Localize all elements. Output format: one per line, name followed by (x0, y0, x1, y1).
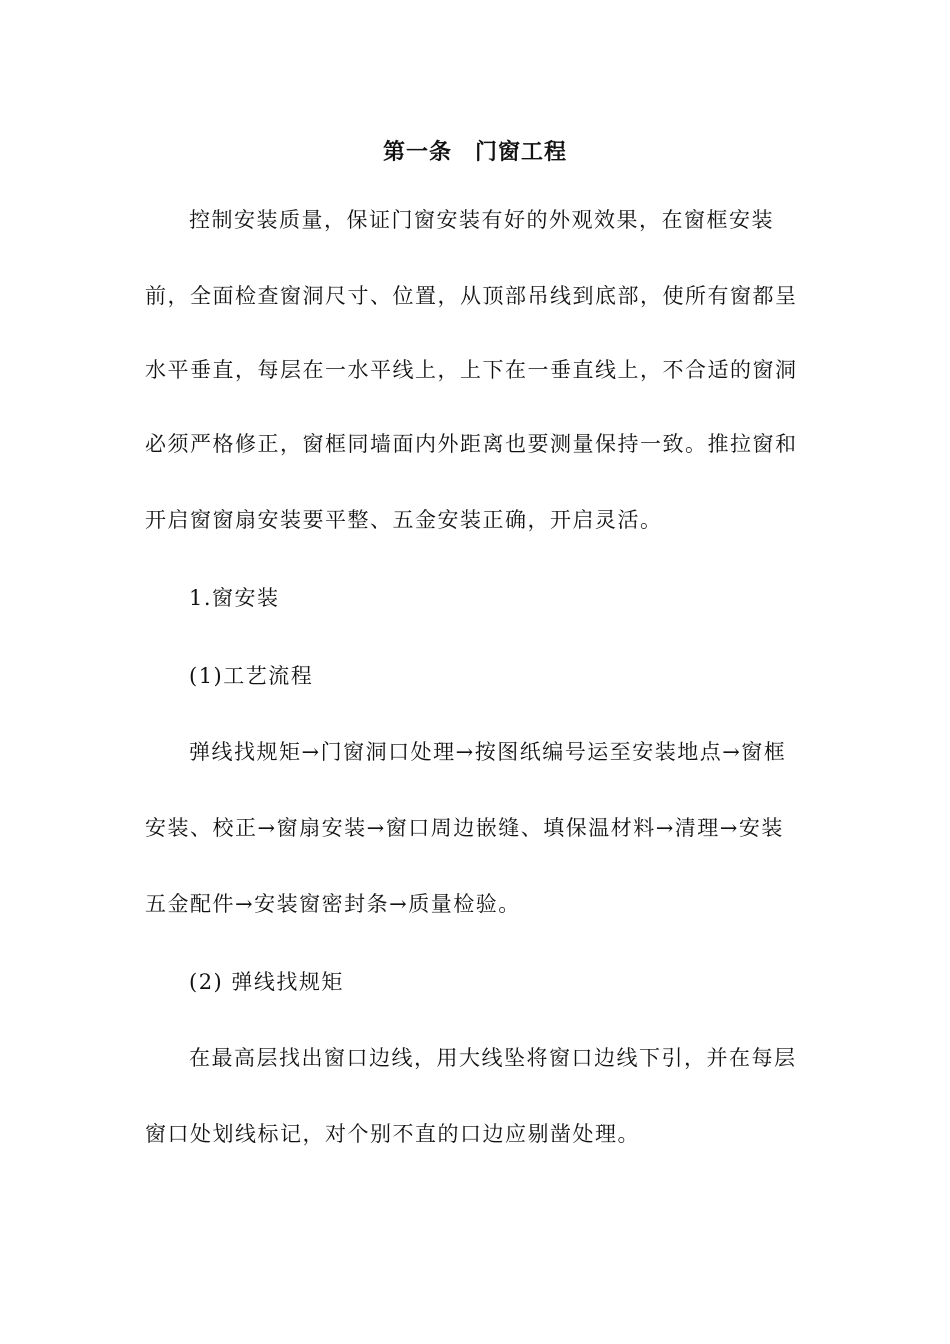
paragraph-line: 安装、校正→窗扇安装→窗口周边嵌缝、填保温材料→清理→安装 (145, 816, 784, 840)
section-title: 第一条 门窗工程 (382, 139, 567, 165)
paragraph-line: 控制安装质量，保证门窗安装有好的外观效果，在窗框安装 (189, 208, 774, 232)
paragraph-line: 窗口处划线标记，对个别不直的口边应剔凿处理。 (145, 1122, 640, 1146)
paragraph-line: 弹线找规矩→门窗洞口处理→按图纸编号运至安装地点→窗框 (189, 740, 787, 764)
paragraph-line: 开启窗窗扇安装要平整、五金安装正确，开启灵活。 (145, 508, 663, 532)
paragraph-line: 水平垂直，每层在一水平线上，上下在一垂直线上，不合适的窗洞 (145, 358, 798, 382)
paragraph-line: 五金配件→安装窗密封条→质量检验。 (145, 892, 521, 916)
paragraph-line: 必须严格修正，窗框同墙面内外距离也要测量保持一致。推拉窗和 (145, 432, 798, 456)
paragraph-line: 在最高层找出窗口边线，用大线坠将窗口边线下引，并在每层 (189, 1046, 797, 1070)
paragraph-line: 前，全面检查窗洞尺寸、位置，从顶部吊线到底部，使所有窗都呈 (145, 284, 798, 308)
subsection-heading: (1)工艺流程 (189, 664, 314, 688)
subsection-heading: (2) 弹线找规矩 (189, 970, 344, 994)
subsection-heading: 1.窗安装 (189, 586, 280, 610)
